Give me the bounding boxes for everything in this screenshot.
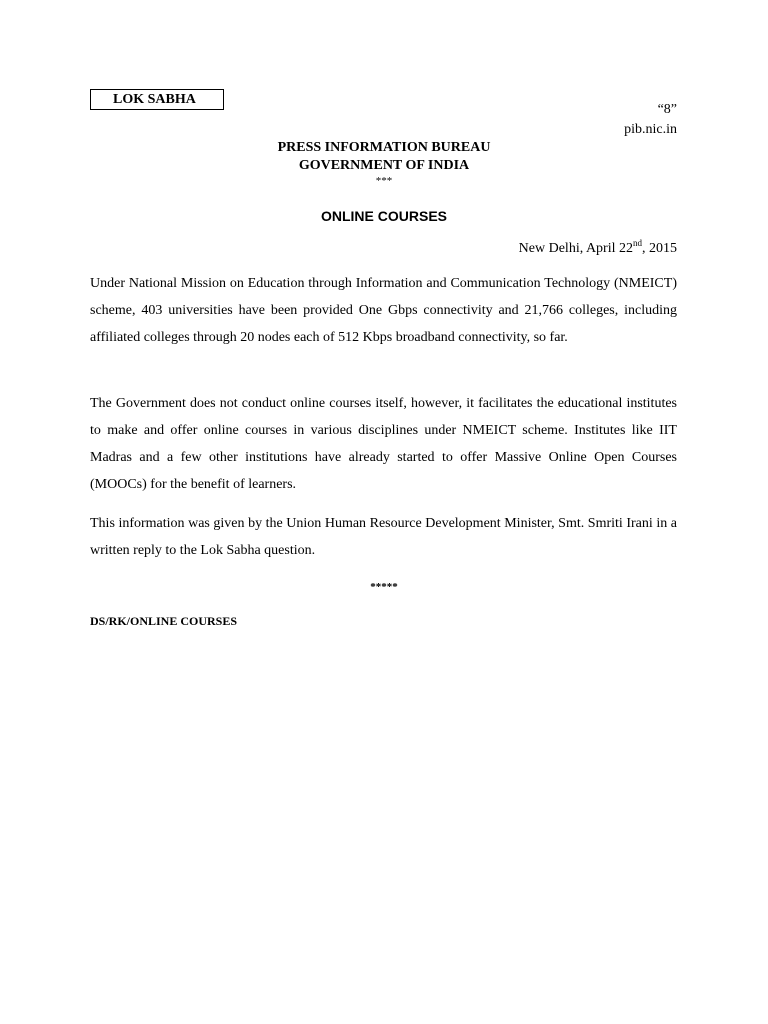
- page-title: ONLINE COURSES: [320, 208, 447, 224]
- dateline: [519, 240, 677, 258]
- footer-separator: *****: [370, 581, 398, 593]
- body-paragraph-3: This information was given by the Union Human Resource Development Minister, Smt. Smriti Irani in a written reply to the Lok Sabha question.: [90, 516, 677, 558]
- body-paragraph-2: The Government does not conduct online courses itself, however, it facilitates the educational institutes to make and offer online courses in various disciplines under NMEICT scheme. Institutes like IIT Madras and a few other institutions have already started to offer Massive Online Open Courses (MOOCs) for the benefit of learners.: [90, 396, 677, 492]
- bureau-heading: PRESS INFORMATION BUREAU: [277, 140, 491, 155]
- dateline-ordinal: nd: [633, 238, 642, 248]
- reference-code: DS/RK/ONLINE COURSES: [90, 614, 238, 628]
- body-paragraph-1: Under National Mission on Education through Information and Communication Technology (NMEICT) scheme, 403 universities have been provided One Gbps connectivity and 21,766 colleges, including affiliated colleges through 20 nodes each of 512 Kbps broadband connectivity, so far.: [90, 276, 677, 345]
- dateline-suffix: , 2015: [642, 241, 677, 256]
- header-separator: ***: [375, 175, 393, 187]
- government-heading: GOVERNMENT OF INDIA: [298, 158, 470, 173]
- website: pib.nic.in: [624, 122, 677, 137]
- top-right-info: [624, 100, 677, 140]
- dateline-prefix: New Delhi, April 22: [518, 241, 633, 256]
- lok-sabha-label: LOK SABHA: [90, 89, 224, 110]
- page-number: “8”: [657, 102, 677, 117]
